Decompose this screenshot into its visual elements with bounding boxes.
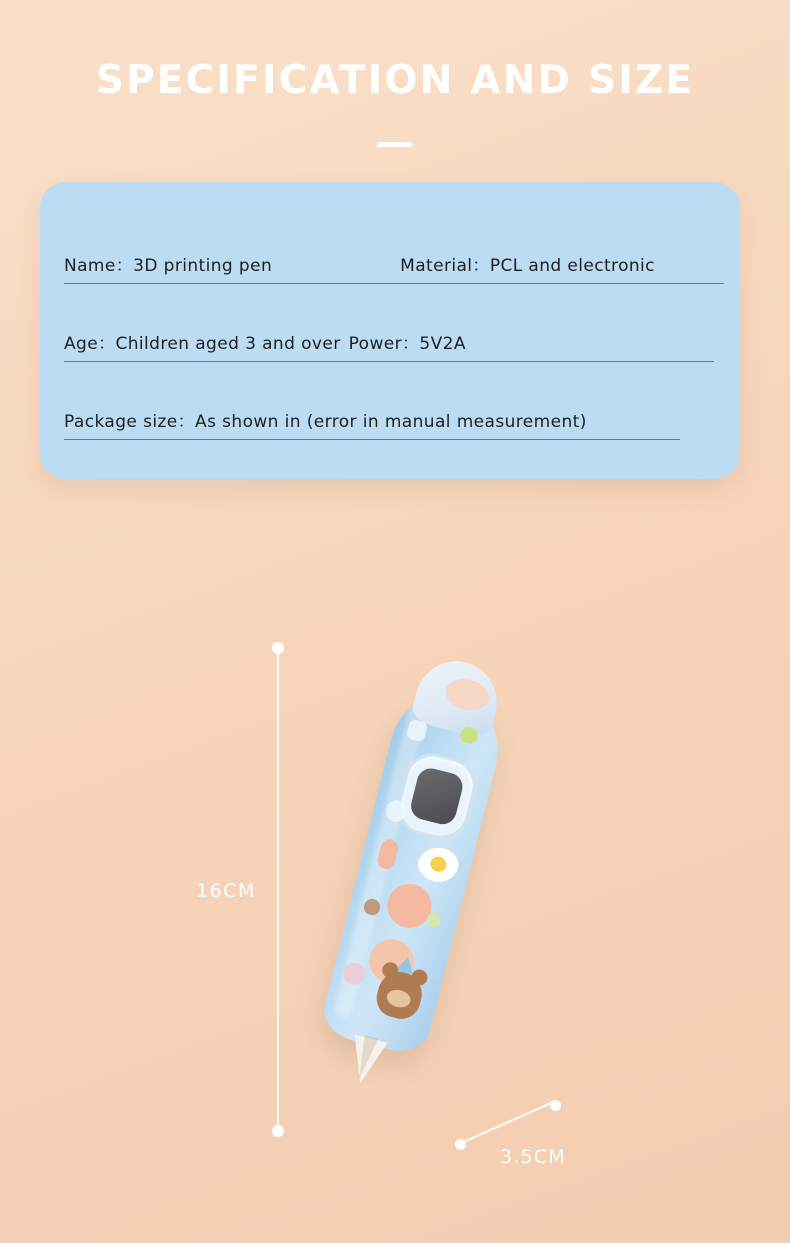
pen-cap-window — [442, 675, 492, 715]
spec-row-divider — [64, 439, 680, 440]
spec-label-power: Power： — [348, 334, 420, 354]
spec-field-material — [400, 251, 655, 276]
width-measure-label: 3.5CM — [500, 1146, 566, 1168]
spec-row-name-material — [64, 226, 716, 304]
width-measure-bar — [459, 1101, 555, 1145]
specification-card — [40, 182, 740, 479]
spec-row-divider — [64, 361, 714, 362]
spec-value-material: PCL and electronic — [489, 256, 655, 276]
spec-label-package-size: Package size： — [64, 412, 196, 432]
width-measure-cap-end — [550, 1100, 561, 1111]
page-title: SPECIFICATION AND SIZE — [95, 58, 695, 103]
spec-row-fields — [64, 251, 655, 276]
spec-row-fields — [64, 329, 466, 354]
height-measure-line — [272, 642, 284, 1137]
pen-screen — [408, 765, 465, 827]
spec-value-package-size: As shown in (error in manual measurement) — [195, 412, 587, 432]
spec-row-divider — [64, 283, 724, 284]
spec-row-fields — [64, 407, 587, 432]
sticker-bear-face — [385, 987, 412, 1009]
spec-label-name: Name： — [64, 256, 134, 276]
pen-image — [300, 630, 560, 1130]
title-underline — [377, 142, 413, 147]
spec-row-package-size — [64, 382, 716, 460]
product-illustration — [0, 600, 790, 1200]
spec-row-age-power — [64, 304, 716, 382]
spec-label-material: Material： — [400, 256, 490, 276]
height-measure-bar — [277, 648, 279, 1131]
spec-field-package-size — [64, 407, 587, 432]
spec-field-power — [349, 329, 466, 354]
height-measure-label: 16CM — [196, 880, 256, 902]
spec-value-age: Children aged 3 and over — [115, 334, 341, 354]
specification-rows — [64, 226, 716, 460]
spec-field-age — [64, 329, 341, 354]
pen-graphic — [310, 649, 519, 1092]
spec-field-name — [64, 251, 272, 276]
spec-value-power: 5V2A — [419, 334, 466, 354]
height-measure-cap-bottom — [272, 1125, 284, 1137]
spec-label-age: Age： — [64, 334, 116, 354]
spec-value-name: 3D printing pen — [133, 256, 273, 276]
